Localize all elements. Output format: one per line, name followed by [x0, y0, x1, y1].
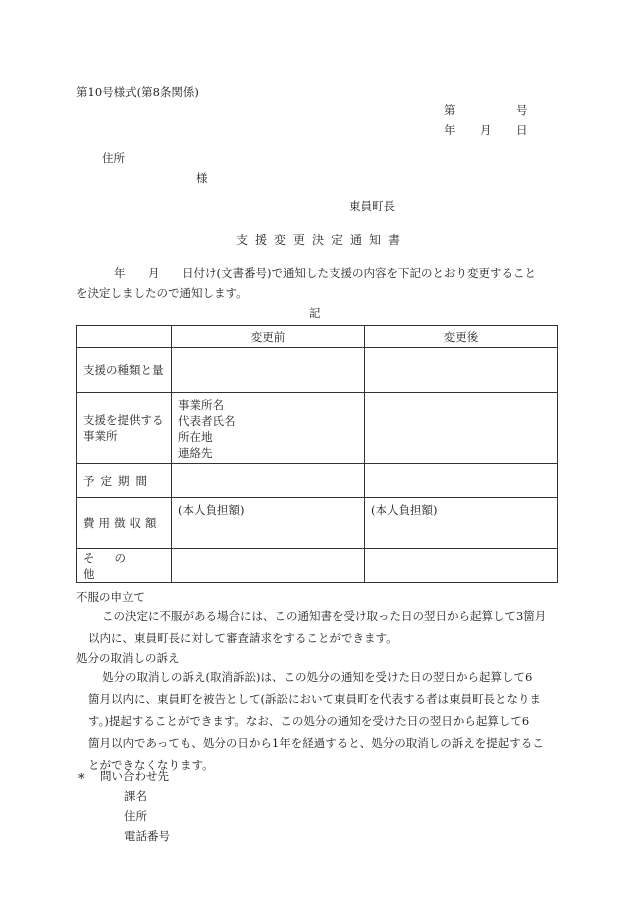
cell-before-provider: [172, 393, 365, 464]
cell-after: [365, 393, 558, 464]
ki-label: 記: [309, 306, 321, 320]
provider-field: 連絡先: [178, 446, 213, 460]
header-blank: [77, 326, 172, 348]
intro-year: 年: [114, 266, 126, 280]
date-day: 日: [516, 123, 528, 137]
cell-before: [172, 348, 365, 393]
provider-field: 所在地: [178, 430, 213, 444]
intro-line2: を決定しましたので通知します。: [76, 286, 248, 300]
objection-body: [76, 605, 556, 649]
change-table: [76, 325, 558, 583]
revocation-line: とができなくなります。: [88, 758, 214, 772]
inquiry-dept: 課名: [124, 789, 147, 803]
provider-field: 事業所名: [178, 398, 224, 412]
cell-after: [365, 464, 558, 498]
cell-after: [365, 549, 558, 583]
row-label-provider: [77, 393, 172, 464]
doc-number-prefix: 第: [444, 103, 456, 117]
revocation-line: 箇月以内であっても、処分の日から1年を経過すると、処分の取消しの訴えを提起するこ: [88, 736, 544, 750]
table-row: [77, 549, 558, 583]
table-row: [77, 348, 558, 393]
inquiry-mark: *: [78, 772, 85, 787]
row-label-support-type: 支援の種類と量: [77, 348, 172, 393]
row-label-line: 支援を提供する: [83, 413, 164, 427]
row-label-line: 事業所: [83, 429, 118, 443]
revocation-line: す。)提起することができます。なお、この処分の通知を受けた日の翌日から起算して6: [88, 714, 530, 728]
intro-month: 月: [148, 266, 160, 280]
objection-heading: 不服の申立て: [76, 590, 145, 604]
cell-before: [172, 464, 365, 498]
header-before: 変更前: [172, 326, 365, 348]
table-row: [77, 393, 558, 464]
inquiry-heading: 問い合わせ先: [100, 769, 169, 783]
table-row: [77, 464, 558, 498]
objection-line: この決定に不服がある場合には、この通知書を受け取った日の翌日から起算して3箇月: [102, 609, 547, 623]
table-header-row: [77, 326, 558, 348]
inquiry-address: 住所: [124, 809, 147, 823]
row-label-other: その他: [77, 549, 172, 583]
honorific: 様: [196, 171, 208, 185]
document-title: 支援変更決定通知書: [236, 233, 408, 247]
cell-before: [172, 549, 365, 583]
address-label: 住所: [102, 151, 125, 165]
row-label-schedule: 予定期間: [77, 464, 172, 498]
revocation-body: [76, 666, 556, 776]
table-row: [77, 498, 558, 549]
cell-before-fee: (本人負担額): [172, 498, 365, 549]
date-year: 年: [444, 123, 456, 137]
revocation-line: 箇月以内に、東員町を被告として(訴訟において東員町を代表する者は東員町長となりま: [88, 692, 541, 706]
issuer: 東員町長: [349, 199, 395, 213]
header-after: 変更後: [365, 326, 558, 348]
revocation-line: 処分の取消しの訴え(取消訴訟)は、この処分の通知を受けた日の翌日から起算して6: [102, 670, 533, 684]
doc-number-suffix: 号: [516, 103, 528, 117]
cell-after: [365, 348, 558, 393]
provider-field: 代表者氏名: [178, 414, 236, 428]
form-number: 第10号様式(第8条関係): [76, 85, 199, 99]
revocation-heading: 処分の取消しの訴え: [76, 651, 180, 665]
inquiry-phone: 電話番号: [124, 829, 170, 843]
intro-text: 日付け(文書番号)で通知した支援の内容を下記のとおり変更すること: [182, 266, 536, 280]
date-month: 月: [480, 123, 492, 137]
objection-line: 以内に、東員町長に対して審査請求をすることができます。: [88, 631, 398, 645]
row-label-fee: 費用徴収額: [77, 498, 172, 549]
cell-after-fee: (本人負担額): [365, 498, 558, 549]
